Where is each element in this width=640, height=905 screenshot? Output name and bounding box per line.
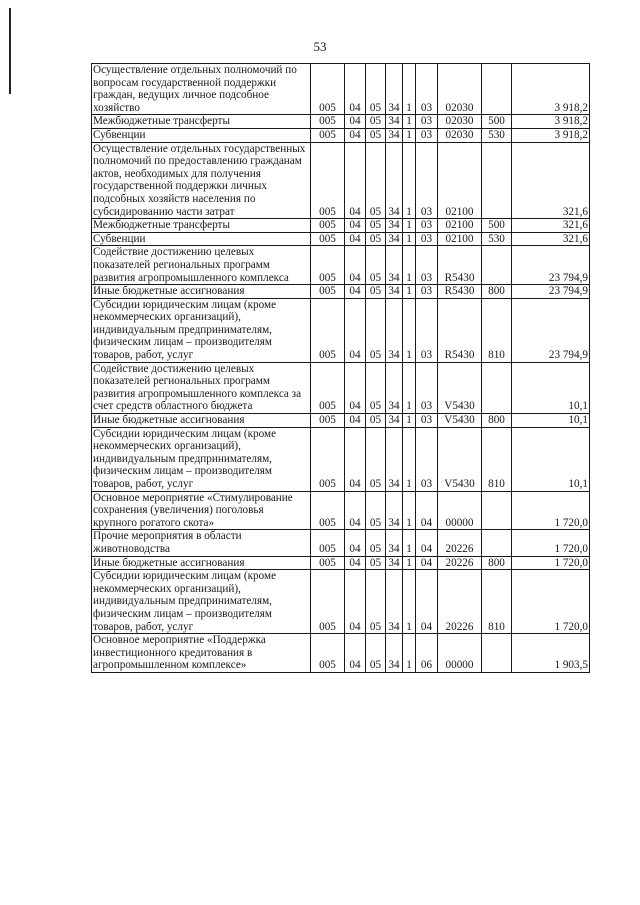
direction-code: V5430 <box>438 362 482 413</box>
program-code: 34 <box>386 142 403 219</box>
section-code: 04 <box>345 634 366 673</box>
subprogram-code: 1 <box>403 142 416 219</box>
direction-code: V5430 <box>438 414 482 428</box>
direction-code: 02030 <box>438 115 482 129</box>
subsection-code: 05 <box>366 570 386 634</box>
row-name: Содействие достижению целевых показателей региональных программ развития агропромышленного комплекса <box>92 246 311 285</box>
program-code: 34 <box>386 298 403 362</box>
subsection-code: 05 <box>366 246 386 285</box>
subsection-code: 05 <box>366 219 386 233</box>
subprogram-code: 1 <box>403 556 416 570</box>
row-name: Субсидии юридическим лицам (кроме некоммерческих организаций), индивидуальным предпринимателям, физическим лицам – производителям товаров, работ, услуг <box>92 298 311 362</box>
amount: 1 720,0 <box>512 570 590 634</box>
ministry-code: 005 <box>311 298 345 362</box>
ministry-code: 005 <box>311 115 345 129</box>
direction-code: 02030 <box>438 64 482 115</box>
subsection-code: 05 <box>366 530 386 556</box>
subsection-code: 05 <box>366 64 386 115</box>
row-name: Осуществление отдельных полномочий по вопросам государственной поддержки граждан, ведущих личное подсобное хозяйство <box>92 64 311 115</box>
page-number: 53 <box>313 39 327 54</box>
ministry-code: 005 <box>311 246 345 285</box>
table-row <box>92 530 590 556</box>
expense-type-code: 810 <box>482 427 512 491</box>
direction-code: 20226 <box>438 570 482 634</box>
amount: 1 720,0 <box>512 491 590 530</box>
ministry-code: 005 <box>311 427 345 491</box>
program-code: 34 <box>386 556 403 570</box>
subprogram-code: 1 <box>403 427 416 491</box>
amount: 321,6 <box>512 142 590 219</box>
subsection-code: 05 <box>366 285 386 299</box>
measure-code: 03 <box>416 115 438 129</box>
row-name: Субсидии юридическим лицам (кроме некоммерческих организаций), индивидуальным предпринимателям, физическим лицам – производителям товаров, работ, услуг <box>92 570 311 634</box>
table-row <box>92 570 590 634</box>
section-code: 04 <box>345 142 366 219</box>
program-code: 34 <box>386 128 403 142</box>
subsection-code: 05 <box>366 115 386 129</box>
direction-code: 02100 <box>438 219 482 233</box>
ministry-code: 005 <box>311 128 345 142</box>
row-name: Осуществление отдельных государственных полномочий по предоставлению гражданам актов, необходимых для получения государственной поддержки личных подсобных хозяйств населения по субсидированию части затрат <box>92 142 311 219</box>
expense-type-code: 800 <box>482 285 512 299</box>
expense-type-code: 500 <box>482 115 512 129</box>
amount: 321,6 <box>512 232 590 246</box>
row-name: Иные бюджетные ассигнования <box>92 414 311 428</box>
subsection-code: 05 <box>366 362 386 413</box>
measure-code: 03 <box>416 128 438 142</box>
program-code: 34 <box>386 285 403 299</box>
ministry-code: 005 <box>311 491 345 530</box>
budget-table-body <box>92 64 590 673</box>
ministry-code: 005 <box>311 634 345 673</box>
subprogram-code: 1 <box>403 298 416 362</box>
row-name: Содействие достижению целевых показателей региональных программ развития агропромышленного комплекса за счет средств областного бюджета <box>92 362 311 413</box>
row-name: Основное мероприятие «Стимулирование сохранения (увеличения) поголовья крупного рогатого скота» <box>92 491 311 530</box>
expense-type-code <box>482 634 512 673</box>
amount: 1 720,0 <box>512 530 590 556</box>
measure-code: 03 <box>416 414 438 428</box>
amount: 3 918,2 <box>512 64 590 115</box>
table-row <box>92 414 590 428</box>
program-code: 34 <box>386 115 403 129</box>
ministry-code: 005 <box>311 414 345 428</box>
expense-type-code <box>482 362 512 413</box>
program-code: 34 <box>386 570 403 634</box>
row-name: Прочие мероприятия в области животноводства <box>92 530 311 556</box>
ministry-code: 005 <box>311 64 345 115</box>
program-code: 34 <box>386 491 403 530</box>
subprogram-code: 1 <box>403 414 416 428</box>
subprogram-code: 1 <box>403 491 416 530</box>
measure-code: 03 <box>416 219 438 233</box>
ministry-code: 005 <box>311 530 345 556</box>
expense-type-code: 530 <box>482 128 512 142</box>
subprogram-code: 1 <box>403 634 416 673</box>
subprogram-code: 1 <box>403 219 416 233</box>
table-row <box>92 115 590 129</box>
subsection-code: 05 <box>366 298 386 362</box>
direction-code: 20226 <box>438 556 482 570</box>
section-code: 04 <box>345 530 366 556</box>
table-row <box>92 246 590 285</box>
row-name: Субвенции <box>92 232 311 246</box>
table-row <box>92 491 590 530</box>
amount: 3 918,2 <box>512 115 590 129</box>
program-code: 34 <box>386 64 403 115</box>
section-code: 04 <box>345 219 366 233</box>
ministry-code: 005 <box>311 362 345 413</box>
section-code: 04 <box>345 556 366 570</box>
table-row <box>92 128 590 142</box>
measure-code: 06 <box>416 634 438 673</box>
subsection-code: 05 <box>366 232 386 246</box>
measure-code: 04 <box>416 491 438 530</box>
section-code: 04 <box>345 128 366 142</box>
section-code: 04 <box>345 232 366 246</box>
subsection-code: 05 <box>366 634 386 673</box>
section-code: 04 <box>345 64 366 115</box>
section-code: 04 <box>345 115 366 129</box>
expense-type-code: 810 <box>482 570 512 634</box>
section-code: 04 <box>345 298 366 362</box>
subprogram-code: 1 <box>403 64 416 115</box>
ministry-code: 005 <box>311 232 345 246</box>
measure-code: 03 <box>416 232 438 246</box>
section-code: 04 <box>345 285 366 299</box>
table-row <box>92 556 590 570</box>
ministry-code: 005 <box>311 142 345 219</box>
table-row <box>92 298 590 362</box>
section-code: 04 <box>345 362 366 413</box>
direction-code: 02030 <box>438 128 482 142</box>
subprogram-code: 1 <box>403 285 416 299</box>
subprogram-code: 1 <box>403 128 416 142</box>
amount: 3 918,2 <box>512 128 590 142</box>
measure-code: 03 <box>416 142 438 219</box>
amount: 23 794,9 <box>512 246 590 285</box>
expense-type-code: 800 <box>482 414 512 428</box>
subprogram-code: 1 <box>403 530 416 556</box>
program-code: 34 <box>386 246 403 285</box>
amount: 321,6 <box>512 219 590 233</box>
ministry-code: 005 <box>311 285 345 299</box>
amount: 1 720,0 <box>512 556 590 570</box>
expense-type-code <box>482 142 512 219</box>
direction-code: V5430 <box>438 427 482 491</box>
subsection-code: 05 <box>366 427 386 491</box>
row-name: Межбюджетные трансферты <box>92 219 311 233</box>
row-name: Основное мероприятие «Поддержка инвестиционного кредитования в агропромышленном комплексе» <box>92 634 311 673</box>
section-code: 04 <box>345 491 366 530</box>
table-row <box>92 142 590 219</box>
subprogram-code: 1 <box>403 232 416 246</box>
amount: 1 903,5 <box>512 634 590 673</box>
measure-code: 04 <box>416 570 438 634</box>
direction-code: 02100 <box>438 142 482 219</box>
program-code: 34 <box>386 219 403 233</box>
ministry-code: 005 <box>311 219 345 233</box>
program-code: 34 <box>386 634 403 673</box>
row-name: Иные бюджетные ассигнования <box>92 556 311 570</box>
direction-code: 00000 <box>438 634 482 673</box>
measure-code: 03 <box>416 298 438 362</box>
table-row <box>92 634 590 673</box>
section-code: 04 <box>345 246 366 285</box>
subsection-code: 05 <box>366 128 386 142</box>
program-code: 34 <box>386 362 403 413</box>
budget-table <box>91 63 590 673</box>
expense-type-code <box>482 530 512 556</box>
expense-type-code: 530 <box>482 232 512 246</box>
ministry-code: 005 <box>311 556 345 570</box>
subsection-code: 05 <box>366 142 386 219</box>
table-row <box>92 362 590 413</box>
direction-code: R5430 <box>438 298 482 362</box>
measure-code: 03 <box>416 64 438 115</box>
amount: 23 794,9 <box>512 298 590 362</box>
section-code: 04 <box>345 427 366 491</box>
measure-code: 04 <box>416 530 438 556</box>
table-row <box>92 427 590 491</box>
table-row <box>92 232 590 246</box>
subprogram-code: 1 <box>403 246 416 285</box>
direction-code: 20226 <box>438 530 482 556</box>
expense-type-code: 800 <box>482 556 512 570</box>
subprogram-code: 1 <box>403 115 416 129</box>
amount: 10,1 <box>512 414 590 428</box>
expense-type-code: 810 <box>482 298 512 362</box>
ministry-code: 005 <box>311 570 345 634</box>
subprogram-code: 1 <box>403 570 416 634</box>
row-name: Межбюджетные трансферты <box>92 115 311 129</box>
measure-code: 03 <box>416 427 438 491</box>
expense-type-code <box>482 491 512 530</box>
measure-code: 03 <box>416 362 438 413</box>
table-row <box>92 285 590 299</box>
row-name: Субсидии юридическим лицам (кроме некоммерческих организаций), индивидуальным предпринимателям, физическим лицам – производителям товаров, работ, услуг <box>92 427 311 491</box>
expense-type-code: 500 <box>482 219 512 233</box>
section-code: 04 <box>345 570 366 634</box>
subsection-code: 05 <box>366 414 386 428</box>
expense-type-code <box>482 64 512 115</box>
expense-type-code <box>482 246 512 285</box>
program-code: 34 <box>386 427 403 491</box>
row-name: Иные бюджетные ассигнования <box>92 285 311 299</box>
direction-code: R5430 <box>438 246 482 285</box>
measure-code: 03 <box>416 246 438 285</box>
measure-code: 03 <box>416 285 438 299</box>
table-row <box>92 219 590 233</box>
amount: 23 794,9 <box>512 285 590 299</box>
program-code: 34 <box>386 414 403 428</box>
direction-code: R5430 <box>438 285 482 299</box>
direction-code: 02100 <box>438 232 482 246</box>
amount: 10,1 <box>512 362 590 413</box>
program-code: 34 <box>386 530 403 556</box>
amount: 10,1 <box>512 427 590 491</box>
measure-code: 04 <box>416 556 438 570</box>
program-code: 34 <box>386 232 403 246</box>
row-name: Субвенции <box>92 128 311 142</box>
section-code: 04 <box>345 414 366 428</box>
direction-code: 00000 <box>438 491 482 530</box>
subprogram-code: 1 <box>403 362 416 413</box>
table-row <box>92 64 590 115</box>
subsection-code: 05 <box>366 556 386 570</box>
subsection-code: 05 <box>366 491 386 530</box>
